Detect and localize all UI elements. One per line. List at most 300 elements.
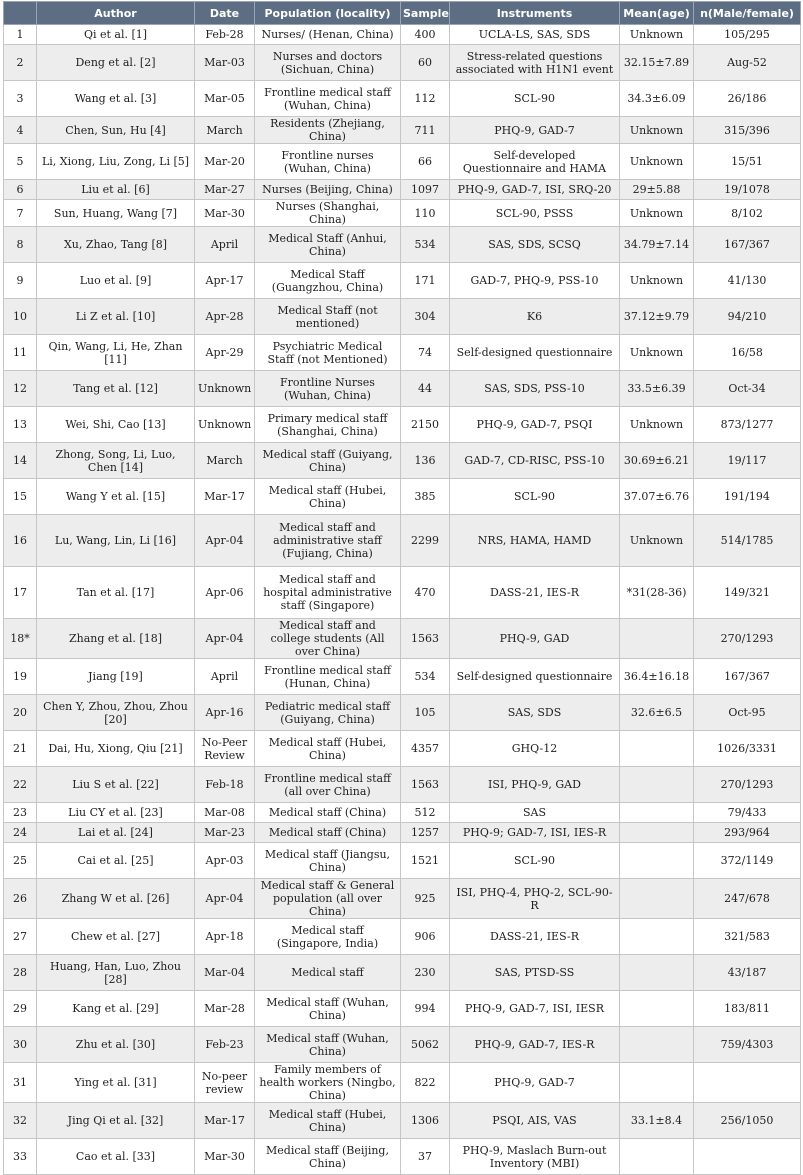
cell-male-female: 321/583 — [694, 919, 801, 955]
cell-male-female: 41/130 — [694, 263, 801, 299]
cell-date: Apr-18 — [195, 919, 255, 955]
cell-male-female: 105/295 — [694, 25, 801, 45]
cell-author: Liu S et al. [22] — [37, 767, 195, 803]
table-row — [4, 803, 801, 823]
cell-sample: 4357 — [401, 731, 450, 767]
table-row — [4, 144, 801, 180]
cell-male-female: 293/964 — [694, 823, 801, 843]
cell-index: 17 — [4, 567, 37, 619]
cell-mean-age: Unknown — [620, 407, 694, 443]
cell-date: Apr-29 — [195, 335, 255, 371]
cell-male-female: Oct-34 — [694, 371, 801, 407]
cell-date: Mar-17 — [195, 479, 255, 515]
table-row — [4, 731, 801, 767]
cell-mean-age — [620, 955, 694, 991]
table-row — [4, 227, 801, 263]
cell-population: Medical Staff (Guangzhou, China) — [255, 263, 401, 299]
cell-mean-age: Unknown — [620, 117, 694, 144]
cell-sample: 136 — [401, 443, 450, 479]
table-body — [4, 25, 801, 1175]
cell-sample: 171 — [401, 263, 450, 299]
cell-sample: 1521 — [401, 843, 450, 879]
table-row — [4, 619, 801, 659]
cell-mean-age — [620, 919, 694, 955]
cell-index: 3 — [4, 81, 37, 117]
cell-author: Deng et al. [2] — [37, 45, 195, 81]
cell-mean-age — [620, 803, 694, 823]
cell-male-female: 8/102 — [694, 200, 801, 227]
cell-instruments: SAS, PTSD-SS — [450, 955, 620, 991]
table-row — [4, 371, 801, 407]
cell-date: Mar-05 — [195, 81, 255, 117]
cell-mean-age: 36.4±16.18 — [620, 659, 694, 695]
cell-index: 4 — [4, 117, 37, 144]
cell-mean-age: 32.6±6.5 — [620, 695, 694, 731]
cell-population: Primary medical staff (Shanghai, China) — [255, 407, 401, 443]
cell-mean-age — [620, 731, 694, 767]
cell-instruments: SAS, SDS — [450, 695, 620, 731]
cell-date: Mar-20 — [195, 144, 255, 180]
cell-population: Medical staff (Wuhan, China) — [255, 991, 401, 1027]
table-row — [4, 991, 801, 1027]
cell-mean-age: Unknown — [620, 144, 694, 180]
cell-population: Medical staff (Guiyang, China) — [255, 443, 401, 479]
cell-sample: 105 — [401, 695, 450, 731]
cell-sample: 112 — [401, 81, 450, 117]
cell-index: 27 — [4, 919, 37, 955]
cell-population: Medical staff (Hubei, China) — [255, 479, 401, 515]
table-row — [4, 823, 801, 843]
cell-date: Mar-04 — [195, 955, 255, 991]
cell-index: 33 — [4, 1139, 37, 1175]
cell-mean-age: Unknown — [620, 25, 694, 45]
cell-instruments: DASS-21, IES-R — [450, 567, 620, 619]
cell-population: Medical staff (Singapore, India) — [255, 919, 401, 955]
cell-male-female: 191/194 — [694, 479, 801, 515]
cell-instruments: Self-designed questionnaire — [450, 335, 620, 371]
cell-sample: 385 — [401, 479, 450, 515]
cell-sample: 1563 — [401, 619, 450, 659]
cell-sample: 470 — [401, 567, 450, 619]
cell-author: Wang Y et al. [15] — [37, 479, 195, 515]
cell-instruments: GAD-7, PHQ-9, PSS-10 — [450, 263, 620, 299]
table-row — [4, 567, 801, 619]
cell-mean-age: 37.07±6.76 — [620, 479, 694, 515]
table-row — [4, 335, 801, 371]
cell-date: Mar-08 — [195, 803, 255, 823]
cell-date: Feb-23 — [195, 1027, 255, 1063]
cell-author: Xu, Zhao, Tang [8] — [37, 227, 195, 263]
cell-date: Apr-28 — [195, 299, 255, 335]
table-row — [4, 263, 801, 299]
cell-author: Qin, Wang, Li, He, Zhan [11] — [37, 335, 195, 371]
cell-sample: 304 — [401, 299, 450, 335]
cell-population: Nurses (Shanghai, China) — [255, 200, 401, 227]
cell-mean-age: Unknown — [620, 263, 694, 299]
cell-population: Medical staff and hospital administrative staff (Singapore) — [255, 567, 401, 619]
cell-sample: 1097 — [401, 180, 450, 200]
cell-instruments: PHQ-9, GAD-7 — [450, 117, 620, 144]
cell-population: Pediatric medical staff (Guiyang, China) — [255, 695, 401, 731]
cell-mean-age: 32.15±7.89 — [620, 45, 694, 81]
cell-date: Feb-18 — [195, 767, 255, 803]
cell-population: Nurses/ (Henan, China) — [255, 25, 401, 45]
cell-instruments: SAS, SDS, SCSQ — [450, 227, 620, 263]
cell-mean-age: 37.12±9.79 — [620, 299, 694, 335]
cell-author: Tan et al. [17] — [37, 567, 195, 619]
cell-male-female: 270/1293 — [694, 767, 801, 803]
cell-mean-age — [620, 991, 694, 1027]
header-sample: Sample — [401, 2, 450, 25]
cell-population: Medical staff (Hubei, China) — [255, 1103, 401, 1139]
cell-index: 6 — [4, 180, 37, 200]
cell-index: 23 — [4, 803, 37, 823]
cell-index: 26 — [4, 879, 37, 919]
cell-author: Jiang [19] — [37, 659, 195, 695]
cell-mean-age: 29±5.88 — [620, 180, 694, 200]
cell-index: 12 — [4, 371, 37, 407]
studies-table — [3, 1, 801, 1175]
cell-instruments: PHQ-9, GAD-7, ISI, IESR — [450, 991, 620, 1027]
cell-date: Feb-28 — [195, 25, 255, 45]
cell-male-female: 167/367 — [694, 227, 801, 263]
cell-male-female: 514/1785 — [694, 515, 801, 567]
cell-instruments: GHQ-12 — [450, 731, 620, 767]
cell-male-female: 167/367 — [694, 659, 801, 695]
cell-instruments: ISI, PHQ-4, PHQ-2, SCL-90-R — [450, 879, 620, 919]
cell-author: Zhong, Song, Li, Luo, Chen [14] — [37, 443, 195, 479]
table-header-row — [4, 2, 801, 25]
cell-author: Sun, Huang, Wang [7] — [37, 200, 195, 227]
cell-author: Qi et al. [1] — [37, 25, 195, 45]
table-row — [4, 659, 801, 695]
cell-mean-age — [620, 843, 694, 879]
cell-author: Liu CY et al. [23] — [37, 803, 195, 823]
cell-mean-age: 33.1±8.4 — [620, 1103, 694, 1139]
cell-instruments: PHQ-9, Maslach Burn-out Inventory (MBI) — [450, 1139, 620, 1175]
cell-population: Frontline Nurses (Wuhan, China) — [255, 371, 401, 407]
cell-mean-age: 34.3±6.09 — [620, 81, 694, 117]
cell-date: Apr-04 — [195, 515, 255, 567]
table-row — [4, 767, 801, 803]
cell-index: 28 — [4, 955, 37, 991]
table-row — [4, 407, 801, 443]
cell-sample: 66 — [401, 144, 450, 180]
cell-sample: 994 — [401, 991, 450, 1027]
cell-instruments: PHQ-9; GAD-7, ISI, IES-R — [450, 823, 620, 843]
cell-male-female: 19/117 — [694, 443, 801, 479]
cell-male-female: 19/1078 — [694, 180, 801, 200]
cell-male-female — [694, 1063, 801, 1103]
cell-sample: 44 — [401, 371, 450, 407]
cell-male-female: 43/187 — [694, 955, 801, 991]
cell-index: 30 — [4, 1027, 37, 1063]
table-row — [4, 515, 801, 567]
cell-date: No-peer review — [195, 1063, 255, 1103]
cell-index: 22 — [4, 767, 37, 803]
cell-date: Apr-04 — [195, 879, 255, 919]
cell-sample: 1306 — [401, 1103, 450, 1139]
cell-date: Mar-27 — [195, 180, 255, 200]
cell-male-female — [694, 1139, 801, 1175]
cell-sample: 925 — [401, 879, 450, 919]
cell-male-female: 759/4303 — [694, 1027, 801, 1063]
cell-male-female: 315/396 — [694, 117, 801, 144]
table-row — [4, 695, 801, 731]
cell-instruments: SCL-90 — [450, 479, 620, 515]
cell-author: Luo et al. [9] — [37, 263, 195, 299]
cell-date: No-Peer Review — [195, 731, 255, 767]
cell-mean-age: 30.69±6.21 — [620, 443, 694, 479]
table-row — [4, 843, 801, 879]
header-author: Author — [37, 2, 195, 25]
cell-population: Residents (Zhejiang, China) — [255, 117, 401, 144]
cell-male-female: 94/210 — [694, 299, 801, 335]
cell-author: Li, Xiong, Liu, Zong, Li [5] — [37, 144, 195, 180]
cell-population: Medical Staff (not mentioned) — [255, 299, 401, 335]
cell-male-female: 79/433 — [694, 803, 801, 823]
cell-date: Mar-03 — [195, 45, 255, 81]
cell-population: Medical staff & General population (all over China) — [255, 879, 401, 919]
cell-mean-age: 34.79±7.14 — [620, 227, 694, 263]
cell-mean-age: Unknown — [620, 335, 694, 371]
cell-population: Nurses (Beijing, China) — [255, 180, 401, 200]
cell-instruments: UCLA-LS, SAS, SDS — [450, 25, 620, 45]
cell-population: Medical Staff (Anhui, China) — [255, 227, 401, 263]
cell-sample: 534 — [401, 227, 450, 263]
cell-population: Medical staff (Hubei, China) — [255, 731, 401, 767]
table-row — [4, 180, 801, 200]
cell-date: Mar-30 — [195, 1139, 255, 1175]
cell-instruments: SCL-90 — [450, 81, 620, 117]
cell-author: Lu, Wang, Lin, Li [16] — [37, 515, 195, 567]
cell-author: Chen, Sun, Hu [4] — [37, 117, 195, 144]
cell-mean-age: 33.5±6.39 — [620, 371, 694, 407]
cell-index: 13 — [4, 407, 37, 443]
table-row — [4, 879, 801, 919]
table-row — [4, 919, 801, 955]
cell-instruments: PHQ-9, GAD-7 — [450, 1063, 620, 1103]
cell-author: Kang et al. [29] — [37, 991, 195, 1027]
cell-author: Ying et al. [31] — [37, 1063, 195, 1103]
cell-population: Medical staff (Beijing, China) — [255, 1139, 401, 1175]
cell-date: March — [195, 117, 255, 144]
cell-population: Frontline medical staff (Wuhan, China) — [255, 81, 401, 117]
table-row — [4, 45, 801, 81]
cell-index: 25 — [4, 843, 37, 879]
cell-male-female: 372/1149 — [694, 843, 801, 879]
cell-male-female: 247/678 — [694, 879, 801, 919]
cell-population: Medical staff (Wuhan, China) — [255, 1027, 401, 1063]
table-row — [4, 443, 801, 479]
cell-index: 31 — [4, 1063, 37, 1103]
cell-index: 24 — [4, 823, 37, 843]
header-male-female: n(Male/female) — [694, 2, 801, 25]
cell-index: 15 — [4, 479, 37, 515]
cell-mean-age — [620, 1139, 694, 1175]
cell-author: Zhang W et al. [26] — [37, 879, 195, 919]
cell-index: 20 — [4, 695, 37, 731]
cell-date: Apr-16 — [195, 695, 255, 731]
table-row — [4, 117, 801, 144]
table-row — [4, 299, 801, 335]
cell-sample: 5062 — [401, 1027, 450, 1063]
table-row — [4, 1063, 801, 1103]
cell-instruments: PHQ-9, GAD-7, PSQI — [450, 407, 620, 443]
cell-population: Family members of health workers (Ningbo, China) — [255, 1063, 401, 1103]
cell-instruments: PHQ-9, GAD-7, ISI, SRQ-20 — [450, 180, 620, 200]
cell-population: Medical staff and administrative staff (Fujiang, China) — [255, 515, 401, 567]
cell-index: 7 — [4, 200, 37, 227]
cell-instruments: Self-developed Questionnaire and HAMA — [450, 144, 620, 180]
cell-population: Medical staff and college students (All over China) — [255, 619, 401, 659]
cell-sample: 110 — [401, 200, 450, 227]
cell-index: 29 — [4, 991, 37, 1027]
cell-index: 18* — [4, 619, 37, 659]
cell-author: Cai et al. [25] — [37, 843, 195, 879]
cell-date: Apr-03 — [195, 843, 255, 879]
cell-author: Chew et al. [27] — [37, 919, 195, 955]
table-row — [4, 1103, 801, 1139]
cell-male-female: 26/186 — [694, 81, 801, 117]
cell-male-female: 149/321 — [694, 567, 801, 619]
cell-date: Apr-17 — [195, 263, 255, 299]
cell-date: Mar-28 — [195, 991, 255, 1027]
cell-instruments: NRS, HAMA, HAMD — [450, 515, 620, 567]
cell-instruments: SCL-90 — [450, 843, 620, 879]
cell-population: Frontline nurses (Wuhan, China) — [255, 144, 401, 180]
cell-male-female: 15/51 — [694, 144, 801, 180]
cell-sample: 822 — [401, 1063, 450, 1103]
cell-date: Unknown — [195, 371, 255, 407]
cell-sample: 1257 — [401, 823, 450, 843]
table-row — [4, 81, 801, 117]
cell-sample: 400 — [401, 25, 450, 45]
cell-mean-age — [620, 767, 694, 803]
cell-index: 9 — [4, 263, 37, 299]
cell-sample: 2150 — [401, 407, 450, 443]
cell-population: Frontline medical staff (all over China) — [255, 767, 401, 803]
cell-mean-age — [620, 1063, 694, 1103]
cell-population: Medical staff — [255, 955, 401, 991]
cell-date: Unknown — [195, 407, 255, 443]
cell-male-female: Oct-95 — [694, 695, 801, 731]
cell-instruments: ISI, PHQ-9, GAD — [450, 767, 620, 803]
cell-instruments: PHQ-9, GAD-7, IES-R — [450, 1027, 620, 1063]
cell-author: Lai et al. [24] — [37, 823, 195, 843]
cell-index: 5 — [4, 144, 37, 180]
cell-mean-age — [620, 1027, 694, 1063]
cell-index: 8 — [4, 227, 37, 263]
cell-date: Mar-17 — [195, 1103, 255, 1139]
cell-date: Apr-04 — [195, 619, 255, 659]
cell-date: April — [195, 227, 255, 263]
cell-instruments: GAD-7, CD-RISC, PSS-10 — [450, 443, 620, 479]
cell-author: Zhang et al. [18] — [37, 619, 195, 659]
cell-index: 16 — [4, 515, 37, 567]
cell-population: Medical staff (China) — [255, 823, 401, 843]
cell-author: Chen Y, Zhou, Zhou, Zhou [20] — [37, 695, 195, 731]
cell-date: Mar-30 — [195, 200, 255, 227]
header-date: Date — [195, 2, 255, 25]
cell-index: 19 — [4, 659, 37, 695]
cell-index: 14 — [4, 443, 37, 479]
cell-index: 32 — [4, 1103, 37, 1139]
cell-author: Tang et al. [12] — [37, 371, 195, 407]
cell-date: March — [195, 443, 255, 479]
table-row — [4, 25, 801, 45]
cell-instruments: K6 — [450, 299, 620, 335]
cell-sample: 534 — [401, 659, 450, 695]
cell-author: Li Z et al. [10] — [37, 299, 195, 335]
cell-instruments: DASS-21, IES-R — [450, 919, 620, 955]
cell-author: Huang, Han, Luo, Zhou [28] — [37, 955, 195, 991]
cell-male-female: 873/1277 — [694, 407, 801, 443]
cell-date: Apr-06 — [195, 567, 255, 619]
cell-index: 2 — [4, 45, 37, 81]
cell-date: April — [195, 659, 255, 695]
cell-sample: 512 — [401, 803, 450, 823]
cell-male-female: 256/1050 — [694, 1103, 801, 1139]
cell-author: Dai, Hu, Xiong, Qiu [21] — [37, 731, 195, 767]
cell-sample: 230 — [401, 955, 450, 991]
table-row — [4, 1139, 801, 1175]
cell-mean-age: Unknown — [620, 515, 694, 567]
cell-instruments: SAS, SDS, PSS-10 — [450, 371, 620, 407]
cell-instruments: PHQ-9, GAD — [450, 619, 620, 659]
cell-date: Mar-23 — [195, 823, 255, 843]
cell-population: Medical staff (China) — [255, 803, 401, 823]
header-mean-age: Mean(age) — [620, 2, 694, 25]
table-row — [4, 955, 801, 991]
cell-instruments: SAS — [450, 803, 620, 823]
cell-sample: 711 — [401, 117, 450, 144]
cell-male-female: 183/811 — [694, 991, 801, 1027]
cell-instruments: PSQI, AIS, VAS — [450, 1103, 620, 1139]
cell-male-female: 270/1293 — [694, 619, 801, 659]
cell-sample: 60 — [401, 45, 450, 81]
cell-mean-age: *31(28-36) — [620, 567, 694, 619]
table-row — [4, 200, 801, 227]
cell-sample: 1563 — [401, 767, 450, 803]
cell-population: Medical staff (Jiangsu, China) — [255, 843, 401, 879]
cell-mean-age: Unknown — [620, 200, 694, 227]
cell-instruments: Self-designed questionnaire — [450, 659, 620, 695]
cell-index: 11 — [4, 335, 37, 371]
table-row — [4, 1027, 801, 1063]
cell-index: 10 — [4, 299, 37, 335]
cell-sample: 2299 — [401, 515, 450, 567]
cell-index: 21 — [4, 731, 37, 767]
header-population: Population (locality) — [255, 2, 401, 25]
cell-author: Liu et al. [6] — [37, 180, 195, 200]
cell-population: Nurses and doctors (Sichuan, China) — [255, 45, 401, 81]
cell-author: Jing Qi et al. [32] — [37, 1103, 195, 1139]
cell-author: Wei, Shi, Cao [13] — [37, 407, 195, 443]
cell-population: Frontline medical staff (Hunan, China) — [255, 659, 401, 695]
cell-male-female: Aug-52 — [694, 45, 801, 81]
cell-sample: 74 — [401, 335, 450, 371]
cell-instruments: SCL-90, PSSS — [450, 200, 620, 227]
cell-author: Cao et al. [33] — [37, 1139, 195, 1175]
cell-male-female: 1026/3331 — [694, 731, 801, 767]
cell-mean-age — [620, 619, 694, 659]
header-index — [4, 2, 37, 25]
cell-author: Zhu et al. [30] — [37, 1027, 195, 1063]
cell-sample: 37 — [401, 1139, 450, 1175]
cell-male-female: 16/58 — [694, 335, 801, 371]
table-row — [4, 479, 801, 515]
